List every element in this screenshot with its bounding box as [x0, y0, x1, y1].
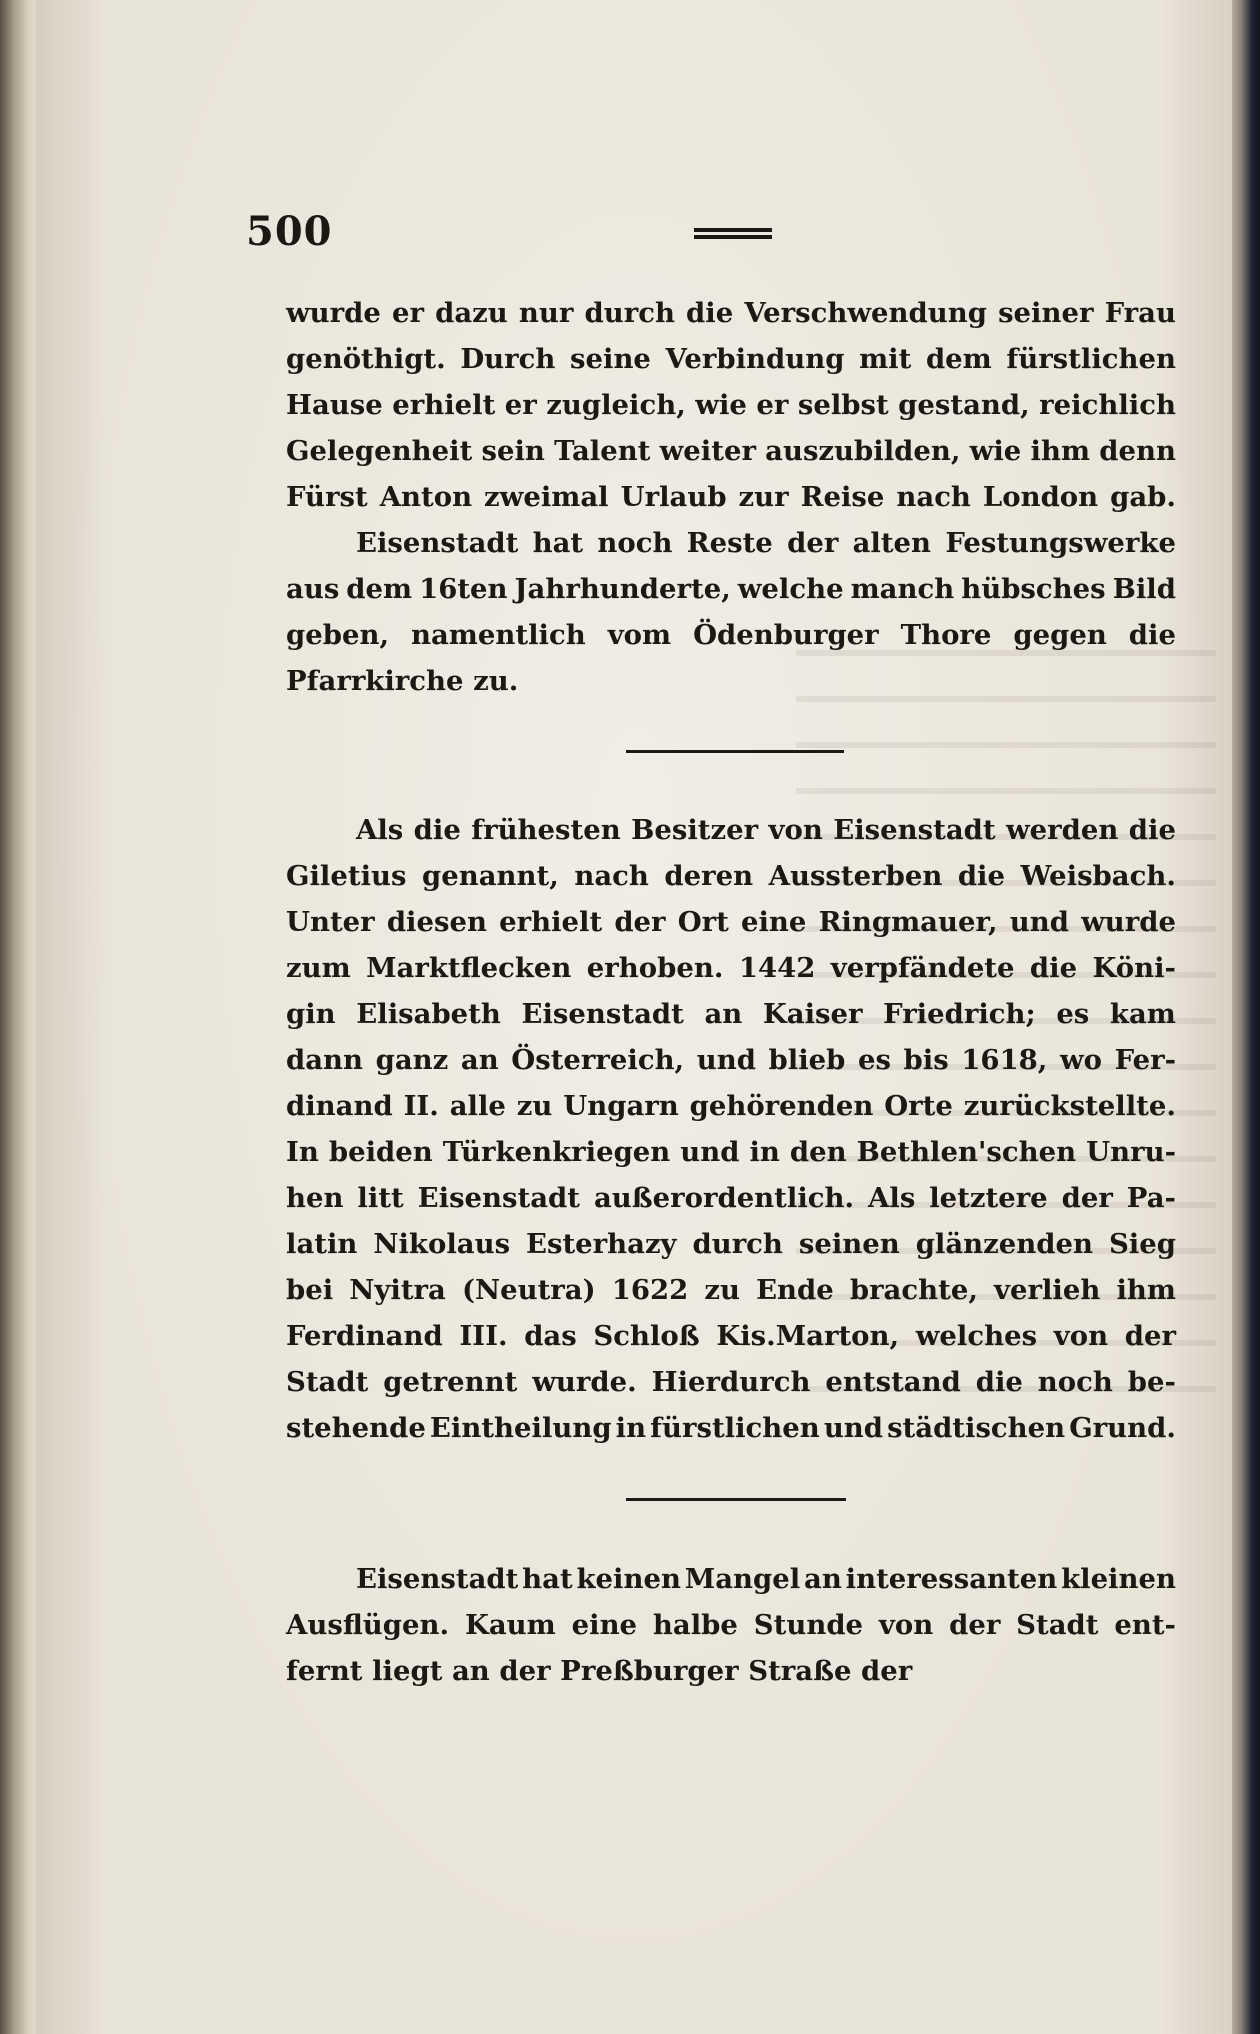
word: eine [571, 1609, 638, 1641]
word: beiden [328, 1136, 433, 1168]
book-cover-edge [1228, 0, 1260, 2034]
word: er [504, 389, 537, 421]
word: Fürst [286, 481, 368, 513]
word: blieb [768, 1044, 846, 1076]
section-divider [626, 750, 844, 753]
word: werden [1006, 814, 1119, 846]
word: die [957, 860, 1005, 892]
page-header [246, 208, 1176, 258]
word: Nyitra [349, 1274, 446, 1306]
word: gestand, [898, 389, 1030, 421]
word: litt [357, 1182, 404, 1214]
word: zum [286, 952, 351, 984]
word: dem [346, 573, 413, 605]
line-text: Pfarrkirche zu. [286, 665, 519, 697]
word: städtischen [887, 1412, 1066, 1444]
word: zu [704, 1274, 740, 1306]
word: Pa- [1126, 1182, 1176, 1214]
word: welche [737, 573, 844, 605]
word: fürstlichen [650, 1412, 820, 1444]
word: Verschwendung [744, 297, 987, 329]
word: kam [1109, 998, 1176, 1030]
text-line [286, 1556, 1176, 1602]
word: Esterhazy [526, 1228, 677, 1260]
word: genannt, [422, 860, 559, 892]
word: dazu [435, 297, 508, 329]
word: Kaum [464, 1609, 556, 1641]
word: welches [915, 1320, 1038, 1352]
word: von [878, 1609, 934, 1641]
word: Elisabeth [356, 998, 501, 1030]
word: Kis.Marton, [716, 1320, 900, 1352]
text-line [286, 566, 1176, 612]
word: eine [740, 906, 807, 938]
word: deren [664, 860, 754, 892]
text-block-excursions [286, 1556, 1176, 1694]
word: bis [903, 1044, 949, 1076]
word: noch [597, 527, 673, 559]
word: dem [925, 343, 992, 375]
word: dinand [286, 1090, 393, 1122]
word: er [392, 297, 424, 329]
word: glänzenden [915, 1228, 1094, 1260]
page-stack-edge [0, 0, 40, 2034]
text-line [286, 853, 1176, 899]
page-number: 500 [246, 208, 333, 255]
word: 1618, [961, 1044, 1048, 1076]
word: der [614, 906, 666, 938]
word: Stadt [286, 1366, 369, 1398]
text-block-history [286, 807, 1176, 1451]
word: Bethlen'schen [856, 1136, 1077, 1168]
word: bei [286, 1274, 334, 1306]
word: Festungswerke [945, 527, 1176, 559]
word: zur [738, 481, 789, 513]
word: wie [695, 389, 747, 421]
word: und [696, 1044, 756, 1076]
word: Hause [286, 389, 383, 421]
word: letztere [929, 1182, 1048, 1214]
word: brachte, [849, 1274, 978, 1306]
word: auszubilden, [765, 435, 961, 467]
word: Bild [1112, 573, 1176, 605]
word: gehörenden [689, 1090, 874, 1122]
word: mit [859, 343, 912, 375]
word: zu [516, 1090, 553, 1122]
word: von [1053, 1320, 1109, 1352]
word: die [1128, 619, 1176, 651]
word: Schloß [593, 1320, 700, 1352]
word: der [949, 1609, 1001, 1641]
word: zweimal [484, 481, 609, 513]
text-line [286, 1175, 1176, 1221]
word: seiner [998, 297, 1094, 329]
word: der [787, 527, 839, 559]
section-divider [626, 1498, 846, 1501]
word: es [857, 1044, 891, 1076]
word: erhoben. [586, 952, 724, 984]
word: Durch [460, 343, 556, 375]
word: von [768, 814, 823, 846]
word: II. [403, 1090, 439, 1122]
word: frühesten [471, 814, 621, 846]
text-line [286, 336, 1176, 382]
word: verlieh [993, 1274, 1101, 1306]
word: ihm [1030, 435, 1091, 467]
word: Sieg [1108, 1228, 1176, 1260]
word: zugleich, [546, 389, 686, 421]
word: Aussterben [768, 860, 943, 892]
word: Ende [756, 1274, 834, 1306]
word: alten [852, 527, 932, 559]
word: und [1009, 906, 1069, 938]
text-line [286, 658, 1176, 704]
text-line [286, 1221, 1176, 1267]
word: Ungarn [563, 1090, 679, 1122]
word: Reste [686, 527, 773, 559]
word: In [286, 1136, 319, 1168]
word: manch [850, 573, 955, 605]
word: latin [286, 1228, 358, 1260]
word: Hierdurch [651, 1366, 811, 1398]
word: Unter [286, 906, 375, 938]
text-line [286, 382, 1176, 428]
word: Fer- [1114, 1044, 1176, 1076]
text-line [286, 520, 1176, 566]
word: Gelegenheit [286, 435, 473, 467]
text-line [286, 1083, 1176, 1129]
word: seine [570, 343, 651, 375]
word: die [975, 1366, 1023, 1398]
word: hat [522, 1563, 573, 1595]
word: durch [584, 297, 675, 329]
line-text: fernt liegt an der Preßburger Straße der [286, 1655, 913, 1687]
word: Türkenkriegen [442, 1136, 671, 1168]
word: nur [518, 297, 574, 329]
word: Kaiser [762, 998, 863, 1030]
word: der [1061, 1182, 1113, 1214]
text-line [286, 474, 1176, 520]
word: Besitzer [631, 814, 759, 846]
word: wurde [1081, 906, 1176, 938]
word: Giletius [286, 860, 407, 892]
word: Talent [554, 435, 651, 467]
word: Ringmauer, [818, 906, 998, 938]
word: hübsches [961, 573, 1106, 605]
word: er [756, 389, 789, 421]
word: das [524, 1320, 577, 1352]
word: es [1056, 998, 1090, 1030]
word: Eisenstadt [356, 1563, 519, 1595]
text-line [286, 1267, 1176, 1313]
word: reichlich [1039, 389, 1176, 421]
word: 1442 [738, 952, 816, 984]
text-line [286, 1405, 1176, 1451]
word: be- [1127, 1366, 1176, 1398]
text-line [286, 428, 1176, 474]
word: interessanten [845, 1563, 1058, 1595]
word: aus [286, 573, 340, 605]
word: keinen [576, 1563, 681, 1595]
word: Eisenstadt [833, 814, 996, 846]
word: Ferdinand [286, 1320, 443, 1352]
word: die [1029, 952, 1078, 984]
text-line [286, 290, 1176, 336]
word: fürstlichen [1006, 343, 1176, 375]
word: verpfändete [830, 952, 1015, 984]
text-line [286, 1313, 1176, 1359]
word: namentlich [410, 619, 586, 651]
text-line [286, 1359, 1176, 1405]
word: Ausflügen. [286, 1609, 450, 1641]
word: durch [692, 1228, 783, 1260]
word: Köni- [1092, 952, 1176, 984]
word: Weisbach. [1020, 860, 1176, 892]
word: Reise [800, 481, 885, 513]
word: entstand [825, 1366, 961, 1398]
word: Als [868, 1182, 916, 1214]
word: III. [459, 1320, 508, 1352]
word: Eisenstadt [521, 998, 684, 1030]
word: zurückstellte. [963, 1090, 1176, 1122]
word: dann [286, 1044, 364, 1076]
word: die [686, 297, 734, 329]
word: alle [449, 1090, 506, 1122]
word: getrennt [383, 1366, 518, 1398]
word: diesen [386, 906, 487, 938]
word: und [680, 1136, 740, 1168]
word: wo [1059, 1044, 1102, 1076]
word: sein [481, 435, 545, 467]
text-line [286, 1129, 1176, 1175]
word: stehende [286, 1412, 426, 1444]
word: Thore [900, 619, 992, 651]
word: hen [286, 1182, 344, 1214]
word: Stadt [1016, 1609, 1099, 1641]
word: Orte [884, 1090, 953, 1122]
word: 1622 [611, 1274, 689, 1306]
word: Eintheilung [429, 1412, 612, 1444]
word: Frau [1104, 297, 1176, 329]
text-line [286, 1648, 1176, 1694]
word: erhielt [392, 389, 496, 421]
text-line [286, 945, 1176, 991]
text-line [286, 1602, 1176, 1648]
word: Österreich, [511, 1044, 685, 1076]
word: selbst [797, 389, 889, 421]
word: gegen [1013, 619, 1107, 651]
word: der [1124, 1320, 1176, 1352]
word: an [460, 1044, 499, 1076]
word: Anton [379, 481, 473, 513]
book-page [36, 0, 1232, 2034]
word: an [804, 1563, 842, 1595]
word: gin [286, 998, 336, 1030]
text-line [286, 612, 1176, 658]
word: London [982, 481, 1099, 513]
word: gab. [1110, 481, 1176, 513]
word: 16ten [419, 573, 508, 605]
word: (Neutra) [461, 1274, 596, 1306]
word: Friedrich; [883, 998, 1036, 1030]
word: denn [1099, 435, 1176, 467]
word: erhielt [499, 906, 603, 938]
text-block-top [286, 290, 1176, 704]
word: geben, [286, 619, 390, 651]
word: Stunde [753, 1609, 864, 1641]
word: nach [574, 860, 649, 892]
word: Unru- [1086, 1136, 1176, 1168]
word: an [704, 998, 743, 1030]
word: Urlaub [620, 481, 727, 513]
word: in [615, 1412, 647, 1444]
word: wurde [286, 297, 381, 329]
word: Jahrhunderte, [514, 573, 731, 605]
word: Nikolaus [373, 1228, 511, 1260]
word: Mangel [684, 1563, 801, 1595]
word: die [413, 814, 461, 846]
word: Marktflecken [366, 952, 572, 984]
word: kleinen [1061, 1563, 1176, 1595]
text-line [286, 899, 1176, 945]
word: in [749, 1136, 780, 1168]
header-double-rule [694, 228, 772, 239]
word: vom [607, 619, 672, 651]
word: Ödenburger [693, 619, 879, 651]
word: halbe [652, 1609, 738, 1641]
word: genöthigt. [286, 343, 446, 375]
word: nach [896, 481, 971, 513]
word: Als [356, 814, 404, 846]
word: und [823, 1412, 884, 1444]
word: Eisenstadt [417, 1182, 580, 1214]
word: hat [532, 527, 584, 559]
text-line [286, 807, 1176, 853]
word: wie [969, 435, 1022, 467]
text-line [286, 1037, 1176, 1083]
word: außerordentlich. [593, 1182, 855, 1214]
word: weiter [659, 435, 756, 467]
word: Verbindung [665, 343, 845, 375]
word: seinen [798, 1228, 900, 1260]
word: ihm [1116, 1274, 1176, 1306]
word: Eisenstadt [356, 527, 519, 559]
word: ent- [1114, 1609, 1176, 1641]
word: den [789, 1136, 847, 1168]
word: Ort [677, 906, 729, 938]
word: ganz [375, 1044, 449, 1076]
word: wurde. [532, 1366, 637, 1398]
word: die [1128, 814, 1176, 846]
word: Grund. [1069, 1412, 1176, 1444]
word: noch [1037, 1366, 1113, 1398]
text-line [286, 991, 1176, 1037]
